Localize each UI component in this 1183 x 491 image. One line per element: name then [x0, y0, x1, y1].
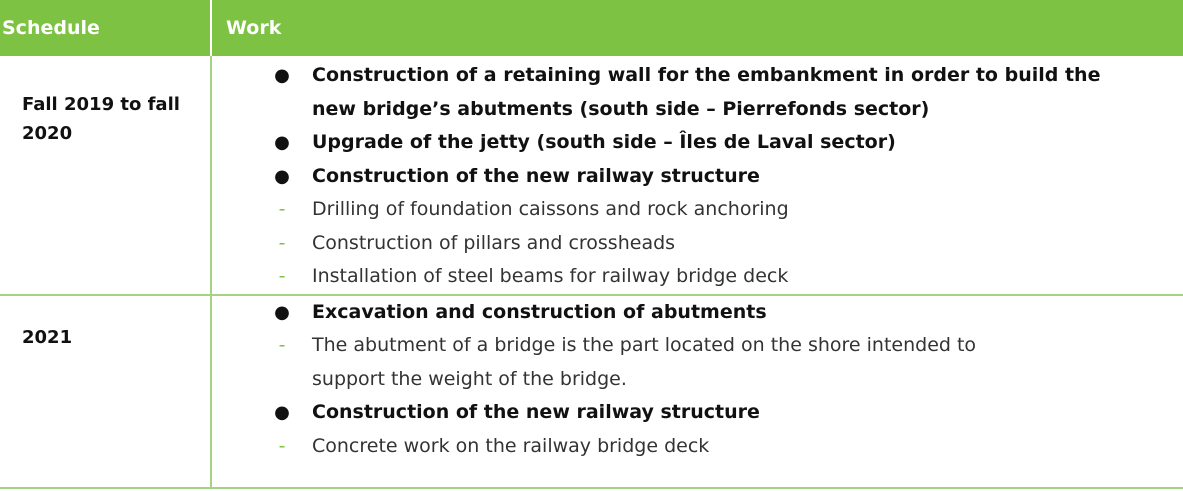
table-row	[0, 56, 1183, 295]
item-text: Excavation and construction of abutments	[312, 300, 767, 323]
bullet-icon: ●	[274, 301, 290, 323]
item-text: Construction of the new railway structure	[312, 164, 760, 187]
list-item	[212, 59, 1183, 93]
table-row	[0, 295, 1183, 488]
schedule-cell	[0, 295, 211, 488]
item-text: Installation of steel beams for railway bridge deck	[312, 265, 789, 287]
list-item	[212, 126, 1183, 160]
item-text: Construction of the new railway structure	[312, 401, 760, 423]
list-item	[212, 329, 1183, 363]
list-item	[212, 260, 1183, 294]
work-list	[212, 296, 1183, 464]
bullet-icon: ●	[274, 65, 290, 86]
schedule-cell	[0, 56, 211, 295]
list-item	[212, 227, 1183, 261]
item-text: Drilling of foundation caissons and rock anchoring	[312, 198, 789, 220]
work-cell	[211, 56, 1183, 295]
schedule-text: Fall 2019 to fall 2020	[22, 94, 180, 144]
work-cell	[211, 295, 1183, 488]
item-text: support the weight of the bridge.	[312, 367, 627, 390]
list-item	[212, 363, 1183, 397]
table-header	[0, 0, 1183, 56]
item-text: Concrete work on the railway bridge deck	[312, 434, 710, 457]
bullet-icon: ●	[274, 165, 290, 187]
list-item	[212, 160, 1183, 194]
item-text: Upgrade of the jetty (south side – Îles de Laval sector)	[312, 131, 896, 153]
header-schedule: Schedule	[0, 0, 211, 56]
item-text: The abutment of a bridge is the part located on the shore intended to	[312, 334, 977, 356]
dash-icon: -	[278, 265, 286, 287]
list-item	[212, 396, 1183, 430]
dash-icon: -	[278, 231, 286, 254]
list-item	[212, 93, 1183, 127]
bullet-icon: ●	[274, 402, 290, 423]
item-text: new bridge’s abutments (south side – Pierrefonds sector)	[312, 97, 930, 120]
item-text: Construction of a retaining wall for the embankment in order to build the	[312, 64, 1101, 86]
dash-icon: -	[278, 434, 286, 457]
schedule-text: 2021	[22, 326, 73, 348]
item-text: Construction of pillars and crossheads	[312, 231, 676, 254]
list-item	[212, 296, 1183, 330]
list-item	[212, 430, 1183, 464]
header-work: Work	[226, 17, 282, 39]
bullet-icon: ●	[274, 132, 290, 153]
dash-icon: -	[278, 334, 286, 356]
work-list	[212, 56, 1183, 294]
dash-icon: -	[278, 198, 286, 220]
list-item	[212, 193, 1183, 227]
